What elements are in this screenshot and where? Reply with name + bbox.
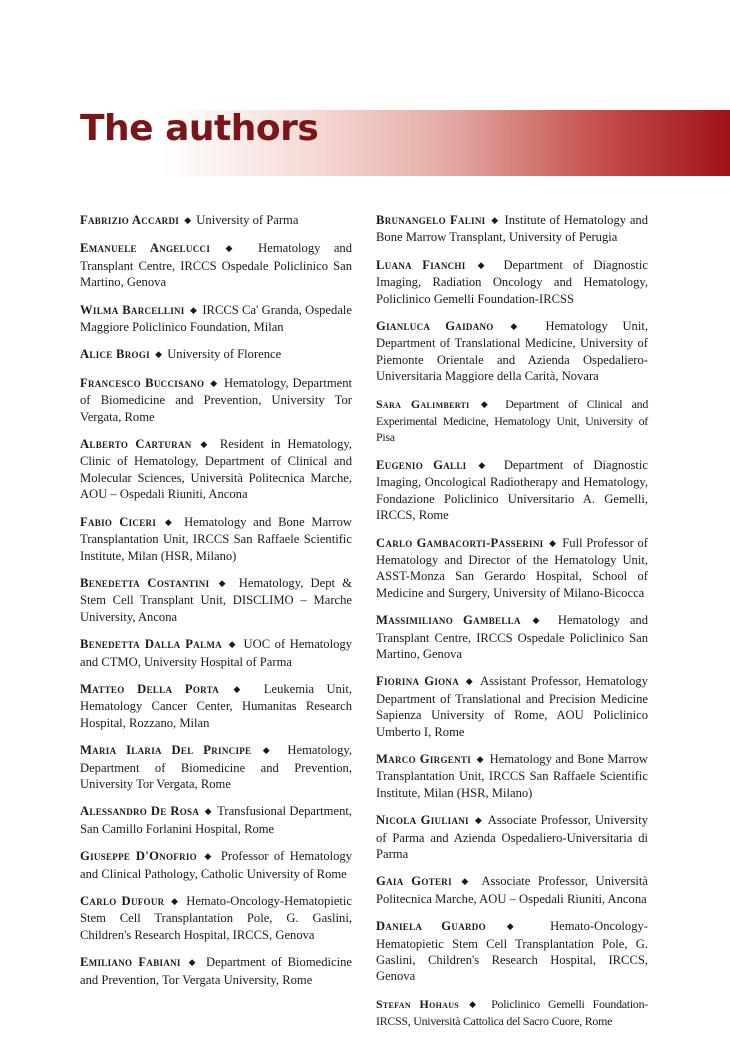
- author-name: Fiorina Giona: [376, 674, 460, 689]
- author-entry: [80, 636, 352, 670]
- author-name: Alessandro De Rosa: [80, 804, 200, 819]
- author-affiliation: UOC of Hematology and CTMO, University Hospital of Parma: [80, 637, 352, 669]
- bullet-separator: ◆: [478, 459, 492, 470]
- bullet-separator: ◆: [510, 321, 529, 332]
- author-affiliation: Transfusional Department, San Camillo Forlanini Hospital, Rome: [80, 804, 353, 836]
- bullet-separator: ◆: [200, 439, 212, 450]
- author-name: Sara Galimberti: [376, 396, 470, 411]
- author-entry: [376, 673, 648, 740]
- author-name: Gianluca Gaidano: [376, 319, 494, 334]
- bullet-separator: ◆: [506, 921, 530, 932]
- author-affiliation: University of Florence: [167, 347, 282, 362]
- author-name: Benedetta Costantini: [80, 575, 210, 590]
- bullet-separator: ◆: [228, 639, 237, 650]
- bullet-separator: ◆: [233, 683, 250, 694]
- bullet-separator: ◆: [549, 537, 557, 548]
- bullet-separator: ◆: [491, 215, 499, 225]
- author-name: Carlo Dufour: [80, 894, 165, 908]
- author-name: Gaia Goteri: [376, 874, 452, 889]
- bullet-separator: ◆: [204, 806, 212, 817]
- author-entry: [80, 212, 352, 229]
- author-affiliation: Hematology and Bone Marrow Transplantation Unit, IRCCS San Raffaele Scientific Institute, Milan (HSR, Milano): [80, 514, 352, 563]
- author-name: Benedetta Dalla Palma: [80, 637, 222, 652]
- author-entry: [80, 848, 352, 882]
- author-affiliation: Assistant Professor, Hematology Department of Translational and Precision Medicine Sapienza University of Rome, AOU Policlinico Umberto I, Rome: [376, 674, 648, 739]
- bullet-separator: ◆: [477, 259, 492, 270]
- author-affiliation: Hematology, Department of Biomedicine and Prevention, University Tor Vergata, Rome: [80, 743, 352, 791]
- author-name: Alberto Carturan: [80, 437, 192, 452]
- author-entry: [80, 742, 352, 792]
- author-affiliation: Department of Diagnostic Imaging, Oncological Radiotherapy and Hematology, Fondazione Policlinico Universitario A. Gemelli, IRCCS, Rome: [376, 457, 649, 523]
- author-name: Alice Brogi: [80, 347, 150, 362]
- author-affiliation: Hemato-Oncology-Hematopietic Stem Cell Transplantation Pole, G. Gaslini, Children's Research Hospital, IRCCS, Genova: [376, 919, 648, 984]
- bullet-separator: ◆: [204, 851, 214, 862]
- author-affiliation: Institute of Hematology and Bone Marrow Transplant, University of Perugia: [376, 213, 649, 245]
- author-affiliation: Hematology and Transplant Centre, IRCCS Ospedale Policlinico San Martino, Genova: [80, 241, 353, 290]
- author-affiliation: Leukemia Unit, Hematology Cancer Center, Humanitas Research Hospital, Rozzano, Milan: [80, 681, 352, 730]
- author-entry: [376, 257, 648, 307]
- author-affiliation: Department of Clinical and Experimental Medicine, Hematology Unit, University of Pisa: [376, 396, 649, 445]
- author-affiliation: Hemato-Oncology-Hematopietic Stem Cell Transplantation Pole, G. Gaslini, Children's Research Hospital, IRCCS, Genova: [80, 894, 352, 942]
- author-entry: [80, 346, 352, 363]
- author-name: Fabio Ciceri: [80, 514, 157, 529]
- author-name: Giuseppe D'Onofrio: [80, 849, 197, 864]
- author-affiliation: Hematology Unit, Department of Translational Medicine, University of Piemonte Orientale and Azienda Ospedaliero-Universitaria Maggiore della Carità, Novara: [376, 319, 648, 384]
- bullet-separator: ◆: [474, 815, 483, 826]
- author-name: Emiliano Fabiani: [80, 955, 181, 970]
- author-entry: [80, 375, 352, 425]
- bullet-separator: ◆: [164, 516, 176, 527]
- author-name: Eugenio Galli: [376, 457, 467, 472]
- author-name: Wilma Barcellini: [80, 302, 185, 317]
- bullet-separator: ◆: [189, 304, 198, 315]
- author-entry: [376, 457, 648, 524]
- author-name: Maria Ilaria Del Principe: [80, 743, 252, 758]
- bullet-separator: ◆: [465, 676, 475, 687]
- author-affiliation: Associate Professor, University of Parma and Azienda Ospedaliero-Universitaria di Parma: [376, 813, 649, 861]
- page-title: The authors: [80, 108, 319, 149]
- author-entry: [376, 873, 648, 907]
- author-entry: [80, 681, 352, 731]
- author-affiliation: Department of Biomedicine and Prevention, Tor Vergata University, Rome: [80, 955, 352, 987]
- author-entry: [376, 812, 648, 862]
- author-name: Marco Girgenti: [376, 751, 471, 766]
- author-entry: [376, 212, 648, 246]
- author-entry: [80, 240, 352, 290]
- author-entry: [376, 751, 648, 801]
- authors-column-right: [376, 212, 648, 1041]
- author-entry: [376, 535, 648, 602]
- author-name: Daniela Guardo: [376, 919, 486, 934]
- bullet-separator: ◆: [480, 398, 494, 409]
- bullet-separator: ◆: [210, 377, 219, 388]
- bullet-separator: ◆: [469, 998, 482, 1009]
- author-name: Nicola Giuliani: [376, 813, 469, 828]
- author-entry: [80, 954, 352, 988]
- author-name: Stefan Hohaus: [376, 996, 460, 1011]
- author-affiliation: Resident in Hematology, Clinic of Hematology, Department of Clinical and Molecular Sciences, Università Politecnica Marche, AOU – Ospedali Riuniti, Ancona: [80, 437, 352, 502]
- author-entry: [80, 436, 352, 503]
- bullet-separator: ◆: [461, 876, 473, 887]
- bullet-separator: ◆: [155, 349, 163, 360]
- author-affiliation: Hematology, Dept & Stem Cell Transplant Unit, DISCLIMO – Marche University, Ancona: [80, 575, 353, 624]
- author-entry: [376, 918, 648, 985]
- author-name: Francesco Buccisano: [80, 375, 205, 390]
- author-affiliation: IRCCS Ca' Granda, Ospedale Maggiore Policlinico Foundation, Milan: [80, 302, 352, 335]
- author-affiliation: Department of Diagnostic Imaging, Radiation Oncology and Hematology, Policlinico Gemelli Foundation-IRCSS: [376, 257, 649, 306]
- author-name: Emanuele Angelucci: [80, 241, 211, 256]
- author-entry: [80, 803, 352, 837]
- author-affiliation: Hematology and Transplant Centre, IRCCS Ospedale Policlinico San Martino, Genova: [376, 613, 649, 661]
- author-affiliation: Policlinico Gemelli Foundation-IRCSS, Università Cattolica del Sacro Cuore, Rome: [376, 996, 648, 1029]
- bullet-separator: ◆: [225, 243, 243, 254]
- author-entry: [376, 612, 648, 662]
- author-affiliation: University of Parma: [196, 213, 299, 227]
- author-entry: [376, 396, 648, 446]
- bullet-separator: ◆: [188, 957, 199, 968]
- author-entry: [80, 575, 352, 625]
- author-name: Matteo Della Porta: [80, 681, 220, 696]
- author-entry: [80, 893, 352, 943]
- author-name: Luana Fianchi: [376, 257, 466, 272]
- author-name: Brunangelo Falini: [376, 213, 486, 227]
- bullet-separator: ◆: [171, 896, 180, 906]
- bullet-separator: ◆: [476, 753, 484, 764]
- author-affiliation: Associate Professor, Università Politecnica Marche, AOU – Ospedali Riuniti, Ancona: [376, 874, 648, 906]
- author-entry: [376, 996, 648, 1030]
- author-name: Massimiliano Gambella: [376, 613, 521, 628]
- authors-column-left: [80, 212, 352, 999]
- author-affiliation: Hematology, Department of Biomedicine and Prevention, University Tor Vergata, Rome: [80, 375, 353, 424]
- author-entry: [80, 514, 352, 564]
- author-affiliation: Hematology and Bone Marrow Transplantation Unit, IRCCS San Raffaele Scientific Institute, Milan (HSR, Milano): [376, 751, 648, 800]
- bullet-separator: ◆: [532, 615, 547, 626]
- author-affiliation: Full Professor of Hematology and Director of the Hematology Unit, ASST-Monza San Gerardo Hospital, School of Medicine and Surgery, University of Milano-Bicocca: [376, 535, 649, 600]
- author-affiliation: Professor of Hematology and Clinical Pathology, Catholic University of Rome: [80, 849, 352, 881]
- author-name: Carlo Gambacorti-Passerini: [376, 535, 544, 550]
- author-name: Fabrizio Accardi: [80, 213, 180, 227]
- author-entry: [376, 318, 648, 385]
- bullet-separator: ◆: [218, 577, 230, 588]
- author-entry: [80, 302, 352, 336]
- bullet-separator: ◆: [262, 745, 276, 756]
- bullet-separator: ◆: [184, 215, 192, 225]
